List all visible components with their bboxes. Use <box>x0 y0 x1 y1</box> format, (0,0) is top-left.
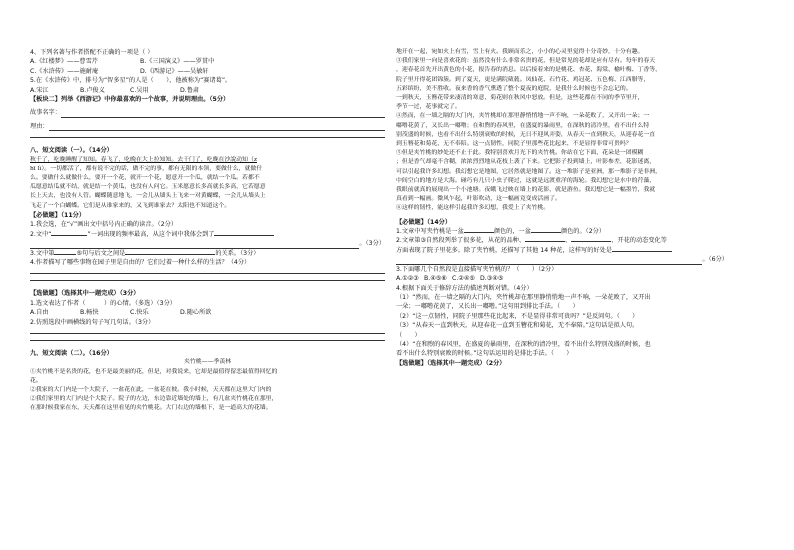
passage-line: 别茂盛的时候，也看不出什么特别衰败的时候，无日不迎风弄姿，从春天一直到秋天，从迎春花一直 <box>396 131 656 138</box>
reading2-passage <box>30 368 385 414</box>
r2-q4-3b: （ ） <box>396 331 421 339</box>
story-name-row <box>30 108 385 117</box>
r2-q4: 4.根据下面关于修辞方法的描述判断对错。（4分） <box>396 284 533 292</box>
r1-q2-blank-3[interactable] <box>30 239 359 248</box>
must-heading-2: 【必做题】（14分） <box>396 218 452 226</box>
q4-stem: 4、下列名著与作者搭配不正确的一项是（ ） <box>30 49 154 56</box>
block2-title: 【板块二】列举《西游记》中你最喜欢的一个故事，并说明理由。（5分） <box>30 96 230 104</box>
r1-q1: 1.我会选，在“√”画出文中括号内正确的读音。（2分） <box>30 221 178 229</box>
r2-q1-a: 1.文章中写夹竹桃是一盆 <box>396 228 464 236</box>
passage-line: ④然而，在一墙之隔的大门内，夹竹桃却在那里静悄悄地一声不响，一朵花败了，又开出一朵；一 <box>396 113 650 120</box>
r1-c1: 1.选文表达了作者（ ）的心情。（多选）（3分） <box>30 299 176 307</box>
r2-q2-line2 <box>396 246 728 255</box>
r2-q4-3: （3）“从春天一直到秋天，从迎春花一直到玉簪花和菊花，无不奉陪。”这句话是拟人句。 <box>396 322 639 330</box>
r2-q3: 3.下面哪几个自然段是直接描写夹竹桃的？（ ）（2分） <box>396 265 558 273</box>
reading1-title: 八、短文阅读（一）。（14分） <box>30 147 113 155</box>
r1-q4-blank-1[interactable] <box>30 273 385 274</box>
passage-line: 院子里开得花团锦簇。到了夏天，更是满院葳蕤。凤仙花、石竹花、鸡冠花、五色梅、江西腊等， <box>396 76 650 83</box>
r1-q3-b: ⑤句与后文之间是 <box>76 249 126 257</box>
r2-q2-c: 、开花的动态变化等 <box>611 237 667 245</box>
passage-line: ⑥这样的韧性，能这样引起我许多幻想，我爱上了夹竹桃。 <box>396 205 550 212</box>
r2-q3-option-a[interactable]: A.①②③ <box>396 275 419 283</box>
r2-q2-e: 。（6分） <box>702 256 728 264</box>
passage-line: 中间空白的地方是大海。碰巧有几只小虫子爬过，这就是远渡重洋的海轮。我幻想它是水中的荇藻， <box>396 177 656 184</box>
r1-c1-options <box>30 308 385 317</box>
passage-line: 我眼前就真的展现出一个小池塘。夜蛾飞过映在墙上的花影，就是游鱼。我幻想它是一幅墨竹，我就 <box>396 187 656 194</box>
passage-line: ①夹竹桃不是名贵的花，也不是最美丽的花，但是，对我说来，它却是最值得留恋最值得回忆的 <box>30 368 278 375</box>
passage-line: ，迎春花首先开出黄色的小花，报告春的消息。以后接着来的是桃花、杏花、海棠、榆叶梅、丁香等， <box>396 67 662 74</box>
story-name-label: 故事名字： <box>30 109 61 117</box>
r2-q2-blank-1[interactable] <box>525 241 565 242</box>
r2-q3-option-b[interactable]: B.④⑤⑥ <box>424 275 447 283</box>
r1-c2-blank-1[interactable] <box>30 333 385 334</box>
choose-heading-2: 【选做题】（选择其中一题完成）（2分） <box>396 359 506 367</box>
passage-line: ③我们家里一向是喜欢花的：虽然没有什么非常名贵的花，但是常见的花却是应有尽有。每年的春天 <box>396 58 656 65</box>
r2-q2-blank-3[interactable] <box>612 251 672 252</box>
reason-blank-2[interactable] <box>30 137 385 138</box>
passage-line: 真看到一幅画。微风乍起，叶影吹动，这一幅画竟变成活画了。 <box>396 196 561 203</box>
r2-q2-line3 <box>396 255 728 264</box>
passage-line: 么。要做什么就做什么，要开一个花，就开一个花，愿意开一个瓜，就结一个瓜。若都不 <box>30 175 260 182</box>
r2-q1-blank-1[interactable] <box>464 232 494 233</box>
r1-q4: 4.作者描写了哪些事物在园子里是自由的？它们过着一种什么样的生活？（4分） <box>30 258 251 266</box>
r1-c2: 2.仿照选段中画横线的句子写几句话。（3分） <box>30 318 155 326</box>
must-heading-1: 【必做题】（11分） <box>30 211 86 219</box>
r1-q3 <box>30 249 385 258</box>
q4-option-d[interactable]: D.《西游记》——吴敏轩 <box>140 67 209 75</box>
r1-q2-c: 。（3分） <box>359 240 385 248</box>
r1-q2-blank-2[interactable] <box>214 235 274 236</box>
r2-q1-b: 颜色的，一盆 <box>493 228 531 236</box>
passage-line: ；但是香气却毫不含糊，浓浓烈烈地从花枝上袭了下来。它把影子投到墙上，叶影参差，花影迷离， <box>396 159 656 166</box>
r1-q2-b: ”一词出现的频率最高，从这个词中我体会到了 <box>87 230 215 238</box>
passage-line: 嘟噜花黄了，又长出一嘟噜；在和煦的春风里，在盛夏的暴雨里，在深秋的清冷里，看不出什么特 <box>396 122 650 129</box>
r2-q1-blank-2[interactable] <box>531 232 561 233</box>
r2-q2-b: 、 <box>565 237 572 245</box>
story-name-blank[interactable] <box>61 110 385 118</box>
r1-c1-option-d[interactable]: D.随心所欲 <box>180 309 212 317</box>
r2-q1 <box>396 227 728 236</box>
passage-line: 长上天去，也没有人管。蝴蝶随意地飞，一会儿从墙头上飞来一对黄蝴蝶，一会儿从墙头上 <box>30 193 266 200</box>
passage-line: 在那时候我家在东，天天都在这里看见的夹竹桃花。大门右边的墙根下，是一道高大的花墙。 <box>30 405 272 412</box>
passage-line: hī lì）。一切都活了，都有说不完的话，做不完的事，都有无限的本领，要做什么，就做什 <box>30 165 263 172</box>
r2-q2-blank-2[interactable] <box>571 241 611 242</box>
q4-option-c[interactable]: C.《水浒传》——施耐庵 <box>30 67 99 75</box>
q4-option-b[interactable]: B.《三国演义》——罗贯中 <box>140 58 215 66</box>
r1-q3-blank-2[interactable] <box>125 254 215 255</box>
r1-c1-option-a[interactable]: A.自由 <box>30 309 49 317</box>
passage-line: 一到秋天，玉簪花带来凄清的寒意，菊花则在秋风中怒放。但是，这些花都在不同的季节里开， <box>396 95 644 102</box>
r2-q3-option-d[interactable]: D.③④⑤ <box>480 275 504 283</box>
reason-blank[interactable] <box>49 123 385 131</box>
q4-options <box>30 57 385 66</box>
q5-stem: 5.在《水浒传》中，排号为“智多星”的人是（ ），他被称为“赛诸葛”。 <box>30 77 232 85</box>
q5-options <box>30 86 385 95</box>
r2-q3-options <box>396 274 728 283</box>
r1-q2-line2 <box>30 239 385 248</box>
r2-q1-c: 颜色的。（2分） <box>560 228 606 236</box>
r2-q2 <box>396 236 728 245</box>
r2-q4-4b: 看不出什么特别衰败的时候。”这句话运用的是排比手法。（ ） <box>396 350 573 358</box>
reason-row <box>30 122 385 131</box>
r2-q4-2: （2）“这一点韧性，同院子里那些花比起来，不是显得非常可贵吗？”是反问句。（ ） <box>396 312 639 320</box>
r2-q2-a: 2.文章第③自然段列举了很多花，从花的品种、 <box>396 237 526 245</box>
r1-q2-a: 2.文中“ <box>30 230 52 238</box>
reading1-passage <box>30 156 385 211</box>
r2-q4-1b: 一朵；一嘟噜花黄了，又长出一嘟噜。”这句用到排比手法。（ ） <box>396 303 579 311</box>
right-column <box>396 48 728 368</box>
r2-q4-4: （4）“在和煦的春风里，在盛夏的暴雨里，在深秋的清冷里，看不出什么特别茂盛的时候，也 <box>396 340 651 348</box>
passage-line: 到玉簪花和菊花，无不奉陪。这一点韧性，同院子里那些花比起来，不是显得非常可贵吗？ <box>396 141 632 148</box>
passage-line: 地开在一起，宛如火上有雪，雪上有火。我顾而乐之，小小的心灵里觉得十分奇妙，十分有趣。 <box>396 49 644 55</box>
reading2-passage-cont <box>396 48 728 214</box>
r1-q3-a: 3.文中第 <box>30 249 55 257</box>
passage-line: 秋千了，吃晚睡醒了知知。春飞了，吃晚在大上拉知知。去干门了，吃晚在沙說动知（z <box>30 156 257 163</box>
reading2-title: 九、短文阅读（二）。（16分） <box>30 349 113 357</box>
r1-q2 <box>30 230 385 239</box>
passage-line: ②我们家里的大门内是个大院子。院子的左边，东边靠近墙处的墙上，有几盆夹竹桃花在那里， <box>30 396 278 403</box>
r1-q4-blank-2[interactable] <box>30 280 385 281</box>
passage-line: ②我家的大门内是一个大院子，一盆花在此，一盆花在彼。我小时候，天天都在这里大门内的 <box>30 386 272 393</box>
passage-line: 花。 <box>30 377 42 384</box>
passage-line: 季节一过，花事就完了。 <box>396 104 461 111</box>
r1-q2-blank-1[interactable] <box>51 235 87 236</box>
r2-q2-blank-4[interactable] <box>396 255 702 264</box>
q5-option-a[interactable]: A.宋江 <box>30 86 49 94</box>
q4-options-2 <box>30 67 385 76</box>
q5-option-c[interactable]: C.吴用 <box>130 86 149 94</box>
passage-line: ⑤但是夹竹桃的妙处还不止于此。我特别喜欢月光下的夹竹桃。你站在它下面，花朵是一团模糊 <box>396 150 644 157</box>
r2-q3-option-c[interactable]: C.②④⑤ <box>452 275 475 283</box>
reading2-subtitle: 夹竹桃——季羡林 <box>183 359 232 366</box>
passage-line: 五彩缤纷，美不胜收。夜来香的香气熏透了整个夏夜的庭院，是我什么时候也不会忘记的。 <box>396 85 632 92</box>
passage-line: 飞走了一个白蝴蝶。它们是从谁家来的，又飞到谁家去？太阳也不知道这个。 <box>30 202 231 209</box>
r1-c2-blank-2[interactable] <box>30 340 385 341</box>
q5-option-b[interactable]: B.卢俊义 <box>80 86 105 94</box>
r2-q4-1: （1）“然而，在一墙之隔的大门内，夹竹桃却在那里静悄悄地一声不响，一朵花败了，又开出 <box>396 293 651 301</box>
left-column <box>30 48 385 414</box>
choose-heading-1: 【选做题】（选择其中一题完成）（3分） <box>30 290 140 298</box>
r2-q2-d: 方面表现了院子里花多。除了夹竹桃，还描写了其他 14 种花，这样写的好处是 <box>396 246 612 254</box>
q4-option-a[interactable]: A.《红楼梦》——曹雪芹 <box>30 58 98 66</box>
r1-q3-c: 的关系。（3分） <box>215 249 260 257</box>
r1-c1-option-c[interactable]: C.快乐 <box>130 309 149 317</box>
reason-label: 理由： <box>30 122 49 130</box>
r1-c1-option-b[interactable]: B.畅快 <box>80 309 99 317</box>
passage-line: 可以引起我许多幻想。我幻想它是地图，它居然就是地图了。这一堆影子是亚洲，那一堆影子是非洲， <box>396 168 662 175</box>
passage-line: 瓜愿意结瓜就不结，就是结一个黄瓜，也没有人问它。玉米愿意长多高就长多高，它若愿意 <box>30 184 266 191</box>
q5-option-d[interactable]: D.鲁肃 <box>180 86 200 94</box>
r1-q3-blank-1[interactable] <box>54 254 76 255</box>
